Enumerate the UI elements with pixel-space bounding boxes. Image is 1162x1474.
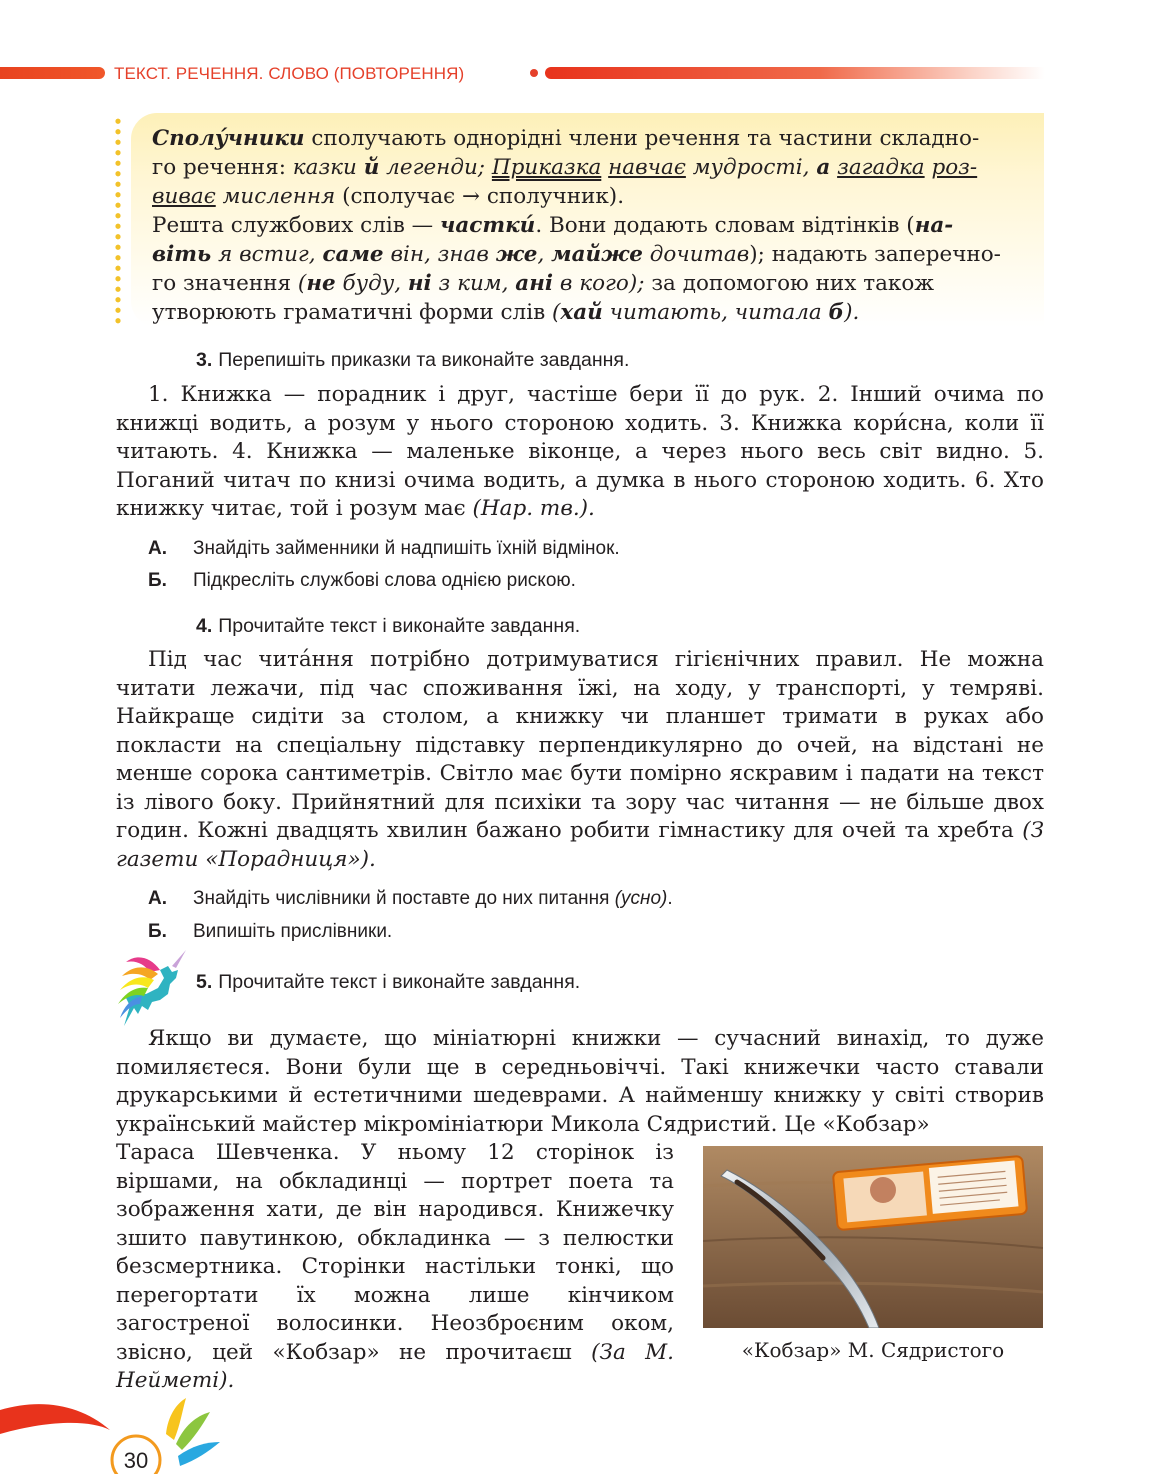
task-5-text-side: Тараса Шевченка. У ньому 12 сторінок із віршами, на обкладинці — портрет поета та зображення хати, де він народився. Книжечку зшито павутинкою, обкладинка — з пелюстки безсмертника. Сторінки настільки тонкі, що перегортати їх можна лише кінчиком загостреної волосинки. Неозброєним оком, звісно, цей «Кобзар» не прочитаєш (За М. Нейметі). [116, 1140, 674, 1393]
task-4-b: Б. Випишіть прислівники. [148, 921, 393, 942]
task-3-heading: 3. Перепишіть приказки та виконайте завдання. [196, 349, 630, 371]
rule-text: Сполу́чники сполучають однорідні члени речення та частини складно- го речення: казки й легенди; Приказка навчає мудрості, а загадка роз- виває мислення (сполучає → сполучник). Решта службових слів — частки́. Вони додають словам відтінків (на- віть я встиг, саме він, знав же, майже дочитав); надають заперечно- го значення (не буду, ні з ким, ані в кого); за допомогою них також утворюють граматичні форми слів (хай читають, читала б). [152, 126, 1001, 325]
task-4-a: А. Знайдіть числівники й поставте до них питання (усно). [148, 888, 673, 909]
header-bar-right [545, 67, 1045, 79]
task-5-text: Якщо ви думаєте, що мініатюрні книжки — сучасний винахід, то дуже помиляєтеся. Вони були ще в середньовіччі. Такі книжечки часто ставали друкарськими й естетичними шедеврами. А найменшу книжку у світі створив український майстер мікромініатюри Микола Сядристий. Це «Кобзар» [116, 1026, 1044, 1137]
task-4-heading: 4. Прочитайте текст і виконайте завдання. [196, 615, 581, 637]
rule-dotted-border [113, 116, 123, 328]
task-3-b: Б. Підкресліть службові слова однією рискою. [148, 570, 576, 591]
header-bar-left [0, 67, 105, 79]
unicorn-icon [112, 948, 192, 1030]
photo-caption: «Кобзар» М. Сядристого [741, 1338, 1005, 1362]
task-3-text: 1. Книжка — порадник і друг, частіше бери її до рук. 2. Інший очима по книжці водить, а розум у нього стороною ходить. 3. Книжка кори́сна, коли її читають. 4. Книжка — маленьке віконце, а через нього весь світ видно. 5. Поганий читач по книзі очима водить, а думка в нього стороною ходить. 6. Хто книжку читає, той і розум має (Нар. тв.). [116, 382, 1044, 521]
task-5-heading: 5. Прочитайте текст і виконайте завдання. [196, 971, 581, 993]
page-number: 30 [123, 1448, 149, 1473]
needle-photo [703, 1146, 1043, 1328]
task-4-text: Під час чита́ння потрібно дотримуватися гігієнічних правил. Не можна читати лежачи, під час споживання їжі, на ходу, у транспорті, у темряві. Найкраще сидіти за столом, а книжку чи планшет тримати в руках або покласти на спеціальну підставку перпендикулярно до очей, на відстані не менше сорока сантиметрів. Світло має бути помірно яскравим і падати на текст із лівого боку. Прийнятний для психіки та зору час читання — не більше двох годин. Кожні двадцять хвилин бажано робити гімнастику для очей та хребта (З газети «Порадниця»). [116, 647, 1044, 872]
chapter-title: ТЕКСТ. РЕЧЕННЯ. СЛОВО (ПОВТОРЕННЯ) [114, 64, 465, 83]
task-3-a: А. Знайдіть займенники й надпишіть їхній відмінок. [148, 538, 620, 559]
header-dot [530, 69, 538, 77]
